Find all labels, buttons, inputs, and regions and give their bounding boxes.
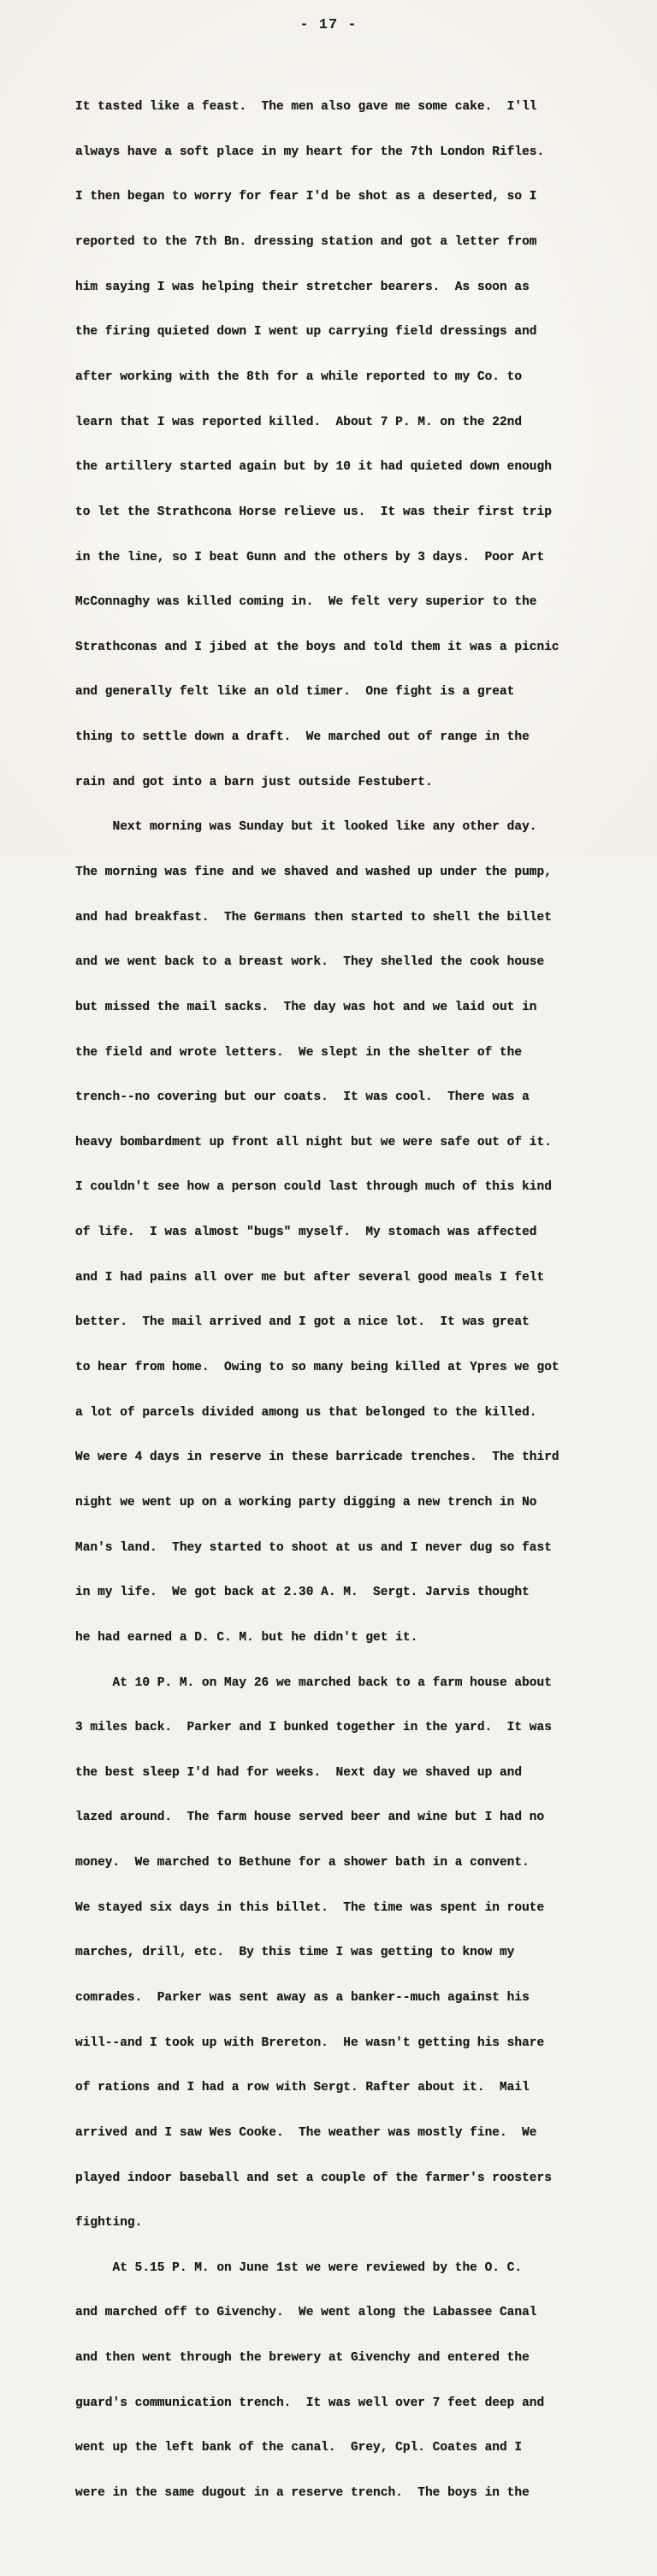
text-line: We stayed six days in this billet. The time was spent in route — [75, 1900, 545, 1915]
text-line: but missed the mail sacks. The day was hot and we laid out in — [75, 1000, 537, 1014]
text-line: arrived and I saw Wes Cooke. The weather was mostly fine. We — [75, 2125, 537, 2140]
text-line: Man's land. They started to shoot at us and I never dug so fast — [75, 1540, 552, 1555]
text-line: The morning was fine and we shaved and washed up under the pump, — [75, 865, 552, 879]
text-line: him saying I was helping their stretcher bearers. As soon as — [75, 280, 530, 294]
text-line: in the line, so I beat Gunn and the others by 3 days. Poor Art — [75, 550, 545, 564]
text-line: in my life. We got back at 2.30 A. M. Sergt. Jarvis thought — [75, 1586, 530, 1600]
text-line: a lot of parcels divided among us that belonged to the killed. — [75, 1405, 537, 1420]
text-line: At 10 P. M. on May 26 we marched back to a farm house about — [75, 1675, 552, 1690]
text-line: to let the Strathcona Horse relieve us. It was their first trip — [75, 505, 552, 519]
text-line: were in the same dugout in a reserve trench. The boys in the — [75, 2486, 530, 2501]
text-line: and I had pains all over me but after several good meals I felt — [75, 1270, 545, 1285]
text-line: better. The mail arrived and I got a nice lot. It was great — [75, 1315, 530, 1330]
text-line: the best sleep I'd had for weeks. Next day we shaved up and — [75, 1765, 523, 1780]
text-line: will--and I took up with Brereton. He wasn't getting his share — [75, 2035, 545, 2050]
text-line: heavy bombardment up front all night but we were safe out of it. — [75, 1135, 552, 1149]
text-line: Strathconas and I jibed at the boys and told them it was a picnic — [75, 640, 559, 654]
text-line: after working with the 8th for a while reported to my Co. to — [75, 369, 523, 384]
text-line: the firing quieted down I went up carrying field dressings and — [75, 325, 537, 340]
text-line: to hear from home. Owing to so many being killed at Ypres we got — [75, 1361, 559, 1375]
text-line: I couldn't see how a person could last through much of this kind — [75, 1180, 552, 1195]
text-line: and marched off to Givenchy. We went along the Labassee Canal — [75, 2306, 537, 2320]
text-line: rain and got into a barn just outside Festubert. — [75, 775, 433, 789]
text-line: night we went up on a working party digging a new trench in No — [75, 1495, 537, 1510]
text-line: of life. I was almost "bugs" myself. My stomach was affected — [75, 1226, 537, 1240]
page-number: - 17 - — [299, 17, 358, 33]
text-line: At 5.15 P. M. on June 1st we were reviewed by the O. C. — [75, 2260, 523, 2275]
text-line: went up the left bank of the canal. Grey, Cpl. Coates and I — [75, 2441, 523, 2455]
page-body-text — [75, 70, 589, 2576]
text-line: lazed around. The farm house served beer and wine but I had no — [75, 1811, 545, 1825]
text-line — [75, 2532, 589, 2547]
text-line: We were 4 days in reserve in these barricade trenches. The third — [75, 1450, 559, 1465]
text-line: the artillery started again but by 10 it had quieted down enough — [75, 460, 552, 475]
text-line: of rations and I had a row with Sergt. Rafter about it. Mail — [75, 2081, 530, 2095]
text-line: and we went back to a breast work. They shelled the cook house — [75, 955, 545, 970]
text-line: fighting. — [75, 2216, 143, 2230]
text-line: money. We marched to Bethune for a shower bath in a convent. — [75, 1856, 530, 1870]
text-line: I then began to worry for fear I'd be shot as a deserted, so I — [75, 190, 537, 204]
text-line: thing to settle down a draft. We marched out of range in the — [75, 730, 530, 745]
text-line: the field and wrote letters. We slept in the shelter of the — [75, 1045, 523, 1060]
text-line: learn that I was reported killed. About 7 P. M. on the 22nd — [75, 415, 523, 429]
text-line: and had breakfast. The Germans then started to shell the billet — [75, 910, 552, 925]
text-line: and then went through the brewery at Givenchy and entered the — [75, 2351, 530, 2366]
text-line: played indoor baseball and set a couple of the farmer's roosters — [75, 2171, 552, 2185]
text-line: guard's communication trench. It was well over 7 feet deep and — [75, 2396, 545, 2410]
text-line: and generally felt like an old timer. One fight is a great — [75, 685, 515, 700]
text-line: reported to the 7th Bn. dressing station and got a letter from — [75, 235, 537, 250]
text-line: It tasted like a feast. The men also gave me some cake. I'll — [75, 100, 537, 115]
text-line: he had earned a D. C. M. but he didn't get it. — [75, 1630, 418, 1645]
text-line: Next morning was Sunday but it looked like any other day. — [75, 820, 537, 835]
text-line: trench--no covering but our coats. It was cool. There was a — [75, 1090, 530, 1105]
text-line: always have a soft place in my heart for the 7th London Rifles. — [75, 145, 545, 159]
text-line: 3 miles back. Parker and I bunked together in the yard. It was — [75, 1721, 552, 1735]
text-line: marches, drill, etc. By this time I was getting to know my — [75, 1946, 515, 1960]
text-line: McConnaghy was killed coming in. We felt very superior to the — [75, 595, 537, 610]
text-line: comrades. Parker was sent away as a banker--much against his — [75, 1991, 530, 2005]
